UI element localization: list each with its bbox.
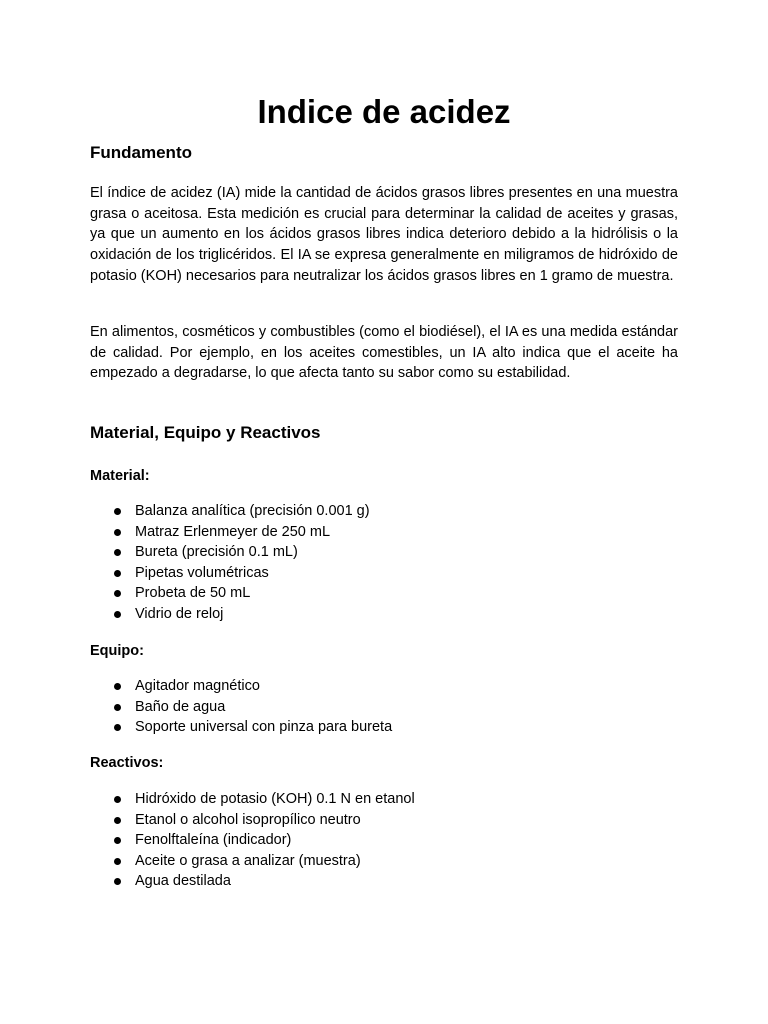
list-item-text: Agua destilada <box>135 873 231 890</box>
bullet-icon <box>114 549 121 556</box>
list-item <box>90 789 415 810</box>
bullet-icon <box>114 529 121 536</box>
subheading-reactivos: Reactivos: <box>90 755 164 771</box>
list-equipo <box>90 676 392 738</box>
list-item <box>90 717 392 738</box>
list-item <box>90 563 370 584</box>
list-item-text: Probeta de 50 mL <box>135 585 251 602</box>
list-item <box>90 871 415 892</box>
bullet-icon <box>114 817 121 824</box>
list-item-text: Fenolftaleína (indicador) <box>135 832 292 849</box>
list-item <box>90 522 370 543</box>
list-material <box>90 501 370 625</box>
list-item <box>90 830 415 851</box>
list-item <box>90 583 370 604</box>
list-item-text: Matraz Erlenmeyer de 250 mL <box>135 523 331 540</box>
section-heading-fundamento: Fundamento <box>90 143 192 162</box>
document-title: Indice de acidez <box>257 93 511 130</box>
list-item-text: Pipetas volumétricas <box>135 564 269 581</box>
list-item <box>90 542 370 563</box>
list-item-text: Hidróxido de potasio (KOH) 0.1 N en etanol <box>135 791 415 807</box>
list-item-text: Balanza analítica (precisión 0.001 g) <box>135 503 370 519</box>
list-reactivos <box>90 789 415 892</box>
subheading-material: Material: <box>90 468 150 484</box>
list-item <box>90 697 392 718</box>
bullet-icon <box>114 878 121 885</box>
bullet-icon <box>114 724 121 731</box>
list-item <box>90 810 415 831</box>
paragraph-fundamento-2: En alimentos, cosméticos y combustibles (como el biodiésel), el IA es una medida estándar de calidad. Por ejemplo, en los aceites comestibles, un IA alto indica que el aceite ha empezado a degradarse, lo que afecta tanto su sabor como su estabilidad. <box>90 324 678 382</box>
list-item-text: Baño de agua <box>135 698 226 715</box>
bullet-icon <box>114 796 121 803</box>
bullet-icon <box>114 837 121 844</box>
list-item <box>90 501 370 522</box>
bullet-icon <box>114 508 121 515</box>
bullet-icon <box>114 611 121 618</box>
list-item-text: Vidrio de reloj <box>135 605 224 622</box>
subheading-equipo: Equipo: <box>90 643 144 659</box>
list-item-text: Aceite o grasa a analizar (muestra) <box>135 852 361 869</box>
list-item-text: Soporte universal con pinza para bureta <box>135 719 393 736</box>
paragraph-fundamento-1: El índice de acidez (IA) mide la cantidad de ácidos grasos libres presentes en una muestra grasa o aceitosa. Esta medición es crucial para determinar la calidad de aceites y grasas, ya que un aumento en los ácidos grasos libres indica deterioro debido a la hidrólisis o la oxidación de los triglicéridos. El IA se expresa generalmente en miligramos de hidróxido de potasio (KOH) necesarios para neutralizar los ácidos grasos libres en 1 gramo de muestra. <box>90 185 678 284</box>
list-item-text: Etanol o alcohol isopropílico neutro <box>135 811 361 828</box>
list-item <box>90 604 370 625</box>
bullet-icon <box>114 590 121 597</box>
list-item-text: Bureta (precisión 0.1 mL) <box>135 544 298 561</box>
list-item-text: Agitador magnético <box>135 678 260 694</box>
list-item <box>90 851 415 872</box>
bullet-icon <box>114 704 121 711</box>
bullet-icon <box>114 570 121 577</box>
bullet-icon <box>114 683 121 690</box>
list-item <box>90 676 392 697</box>
section-heading-materiales: Material, Equipo y Reactivos <box>90 423 321 442</box>
bullet-icon <box>114 858 121 865</box>
